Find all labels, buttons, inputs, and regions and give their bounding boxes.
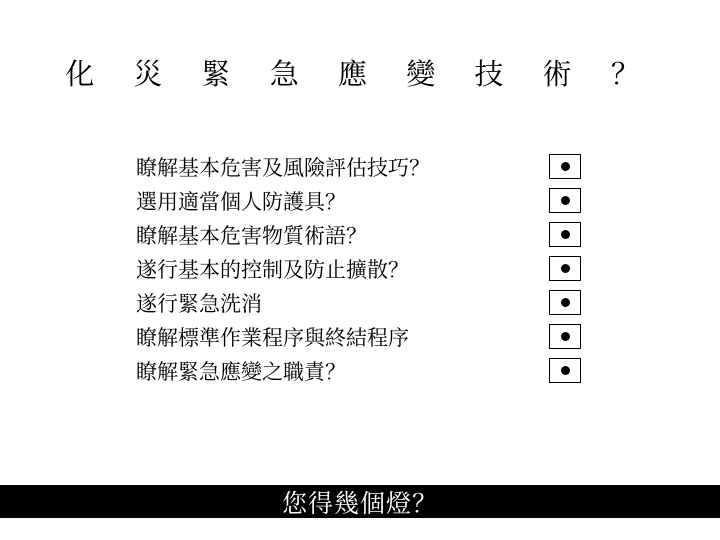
checklist-item	[136, 218, 586, 252]
checklist-checkbox[interactable]	[549, 358, 581, 383]
checklist-item-label: 瞭解緊急應變之職責？	[136, 360, 346, 384]
page-title: 化 災 緊 急 應 變 技 術 ？	[65, 57, 655, 91]
checked-dot-icon	[561, 162, 570, 171]
checklist-item	[136, 150, 586, 184]
checklist-checkbox[interactable]	[549, 188, 581, 213]
checklist-item	[136, 354, 586, 388]
checked-dot-icon	[561, 196, 570, 205]
checklist-item-label: 瞭解標準作業程序與終結程序	[136, 326, 409, 350]
checklist-item	[136, 252, 586, 286]
checklist-item-label: 遂行緊急洗消	[136, 292, 262, 316]
checklist-item-label: 選用適當個人防護具？	[136, 190, 346, 214]
checklist-item	[136, 320, 586, 354]
checklist-checkbox[interactable]	[549, 256, 581, 281]
footer-bar	[0, 485, 720, 518]
checklist-item-label: 瞭解基本危害物質術語？	[136, 224, 367, 248]
checked-dot-icon	[561, 230, 570, 239]
checked-dot-icon	[561, 298, 570, 307]
footer-question: 您得幾個燈？	[281, 488, 438, 518]
checklist	[136, 150, 586, 388]
checklist-checkbox[interactable]	[549, 324, 581, 349]
checked-dot-icon	[561, 332, 570, 341]
checked-dot-icon	[561, 264, 570, 273]
checked-dot-icon	[561, 366, 570, 375]
checklist-item	[136, 286, 586, 320]
checklist-item-label: 遂行基本的控制及防止擴散？	[136, 258, 409, 282]
checklist-item	[136, 184, 586, 218]
checklist-checkbox[interactable]	[549, 154, 581, 179]
checklist-checkbox[interactable]	[549, 222, 581, 247]
checklist-item-label: 瞭解基本危害及風險評估技巧？	[136, 156, 430, 180]
checklist-checkbox[interactable]	[549, 290, 581, 315]
